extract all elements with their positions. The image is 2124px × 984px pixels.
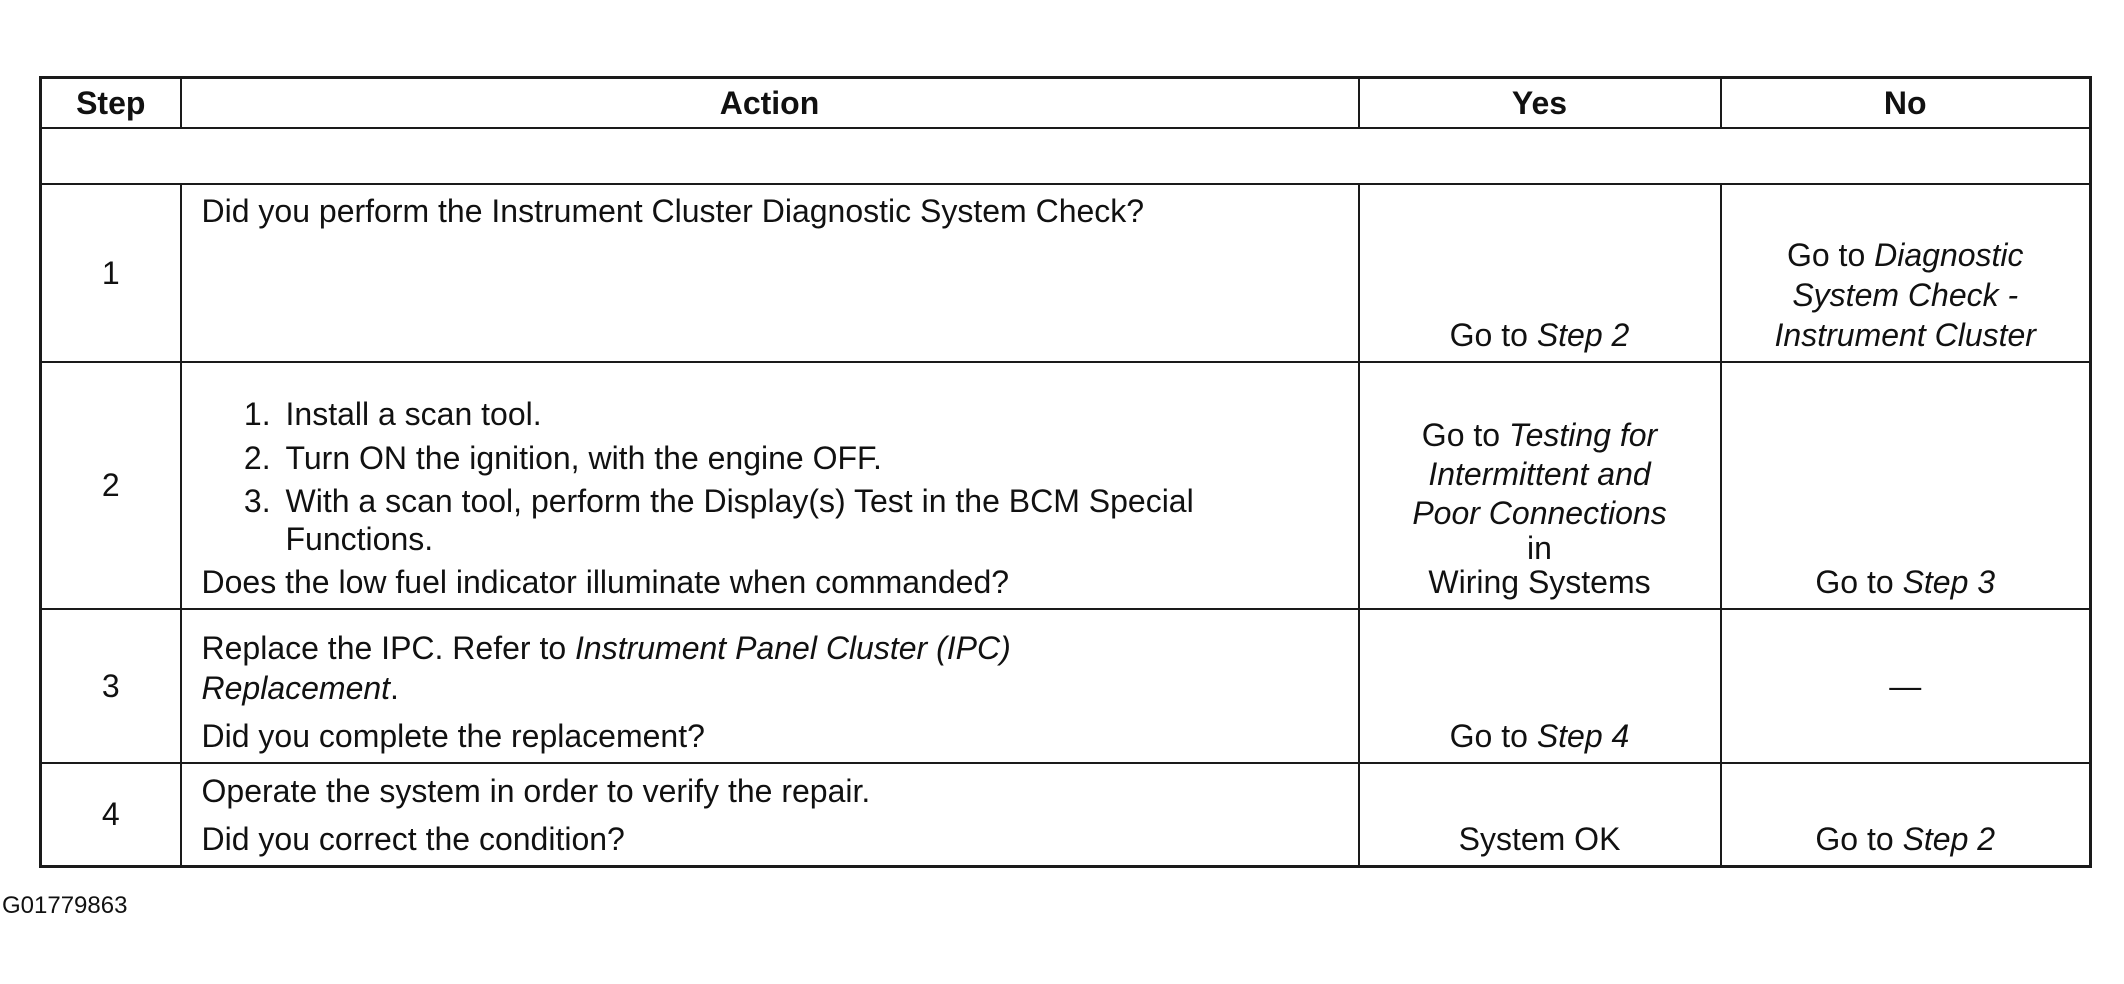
list-item: 1. Install a scan tool. [280,394,1338,434]
yes-in: in [1527,529,1552,566]
yes-cell [1359,763,1721,867]
yes-cell [1359,609,1721,763]
action-cell [181,184,1359,362]
action-question: Did you complete the replacement? [201,717,705,754]
header-yes: Yes [1359,78,1721,128]
header-step: Step [41,78,181,128]
action-cell [181,763,1359,867]
table-row [41,184,2091,362]
step-number: 4 [41,763,181,867]
action-text: Operate the system in order to verify the repair. [201,773,871,809]
table-row [41,362,2091,609]
yes-link-testing-2[interactable]: Intermittent and [1428,455,1651,492]
step-number: 3 [41,609,181,763]
list-item: 3. With a scan tool, perform the Display(s) Test in the BCM Special Functions. [280,482,1338,558]
no-link-diagnostic-1[interactable]: Diagnostic [1874,236,2024,273]
action-text-period: . [390,669,399,706]
action-cell [181,362,1359,609]
no-cell [1721,362,2091,609]
blank-row [41,128,2091,184]
header-no: No [1721,78,2091,128]
action-question: Did you perform the Instrument Cluster Diagnostic System Check? [201,192,1145,229]
no-cell [1721,184,2091,362]
action-link-ipc-replacement-2[interactable]: Replacement [201,669,391,706]
step-number: 2 [41,362,181,609]
yes-prefix: Go to [1449,717,1537,754]
yes-prefix: Go to [1421,416,1509,453]
action-text: Replace the IPC. Refer to [201,629,576,666]
yes-link-step-2[interactable]: Step 2 [1536,316,1630,353]
action-question: Did you correct the condition? [201,821,625,857]
no-prefix: Go to [1815,563,1903,600]
no-link-diagnostic-2[interactable]: System Check - [1792,276,2019,313]
no-link-step-3[interactable]: Step 3 [1902,563,1996,600]
table-row [41,763,2091,867]
diagnostic-table [39,76,2092,868]
table-row [41,609,2091,763]
step-number: 1 [41,184,181,362]
action-question: Does the low fuel indicator illuminate when commanded? [201,563,1010,600]
blank-cell [41,128,2091,184]
no-dash: — [1889,667,1922,704]
action-link-ipc-replacement-1[interactable]: Instrument Panel Cluster (IPC) [575,629,1011,666]
header-action: Action [181,78,1359,128]
yes-prefix: Go to [1449,316,1537,353]
yes-link-testing-1[interactable]: Testing for [1508,416,1658,453]
no-link-step-2[interactable]: Step 2 [1902,821,1996,857]
header-row [41,78,2091,128]
no-prefix: Go to [1815,821,1903,857]
yes-cell [1359,362,1721,609]
yes-system-ok: System OK [1458,821,1621,857]
no-cell [1721,609,2091,763]
action-cell [181,609,1359,763]
figure-code: G01779863 [2,892,128,919]
no-cell [1721,763,2091,867]
no-link-diagnostic-3[interactable]: Instrument Cluster [1774,316,2036,353]
yes-link-step-4[interactable]: Step 4 [1536,717,1630,754]
list-item: 2. Turn ON the ignition, with the engine OFF. [280,438,1338,478]
yes-link-testing-3[interactable]: Poor Connections [1412,494,1667,531]
yes-wiring-systems: Wiring Systems [1428,563,1651,600]
yes-cell [1359,184,1721,362]
no-prefix: Go to [1786,236,1875,273]
action-steps-list [202,394,1338,558]
